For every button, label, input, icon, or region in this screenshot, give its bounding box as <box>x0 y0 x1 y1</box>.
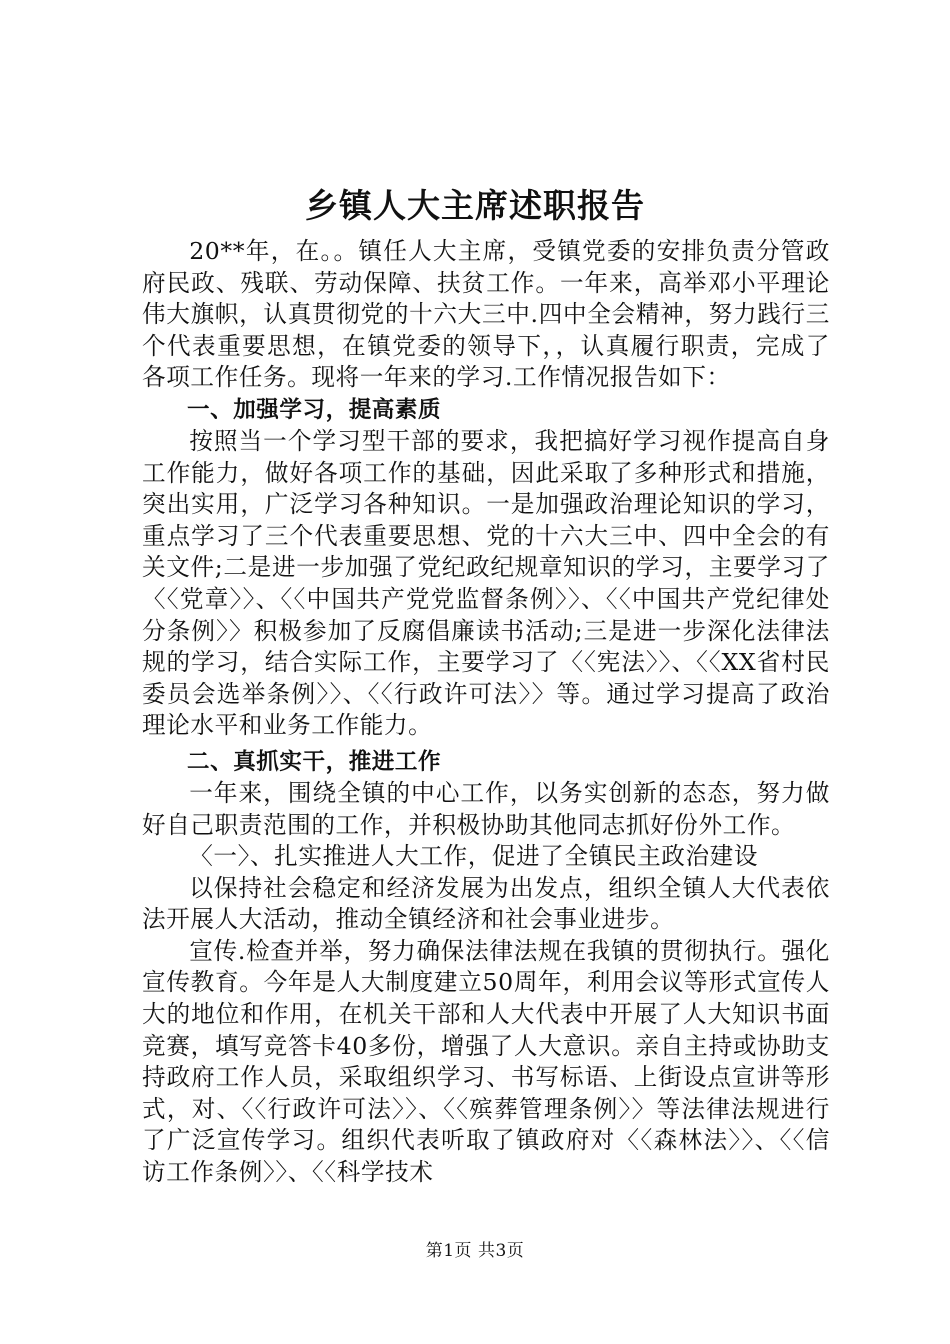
paragraph-publicity: 宣传.检查并举，努力确保法律法规在我镇的贯彻执行。强化宣传教育。今年是人大制度建立50周年，利用会议等形式宣传人大的地位和作用，在机关干部和人大代表中开展了人大知识书面竞赛，填写竞答卡40多份，增强了人大意识。亲自主持或协助支持政府工作人员，采取组织学习、书写标语、上街设点宣讲等形式，对、〈〈行政许可法〉〉、〈〈殡葬管理条例〉〉等法律法规进行了广泛宣传学习。组织代表听取了镇政府对〈〈森林法〉〉、〈〈信访工作条例〉〉、〈〈科学技术 <box>142 936 830 1187</box>
paragraph-study: 按照当一个学习型干部的要求，我把搞好学习视作提高自身工作能力，做好各项工作的基础，因此采取了多种形式和措施，突出实用，广泛学习各种知识。一是加强政治理论知识的学习，重点学习了三个代表重要思想、党的十六大三中、四中全会的有关文件;二是进一步加强了党纪政纪规章知识的学习，主要学习了〈〈党章〉〉、〈〈中国共产党党监督条例〉〉、〈〈中国共产党纪律处分条例〉〉积极参加了反腐倡廉读书活动;三是进一步深化法律法规的学习，结合实际工作，主要学习了〈〈宪法〉〉、〈〈XX省村民委员会选举条例〉〉、〈〈行政许可法〉〉等。通过学习提高了政治理论水平和业务工作能力。 <box>142 426 830 740</box>
document-body <box>142 236 830 1189</box>
subsection-heading-1: 〈一〉、扎实推进人大工作，促进了全镇民主政治建设 <box>189 842 759 871</box>
paragraph-stability: 以保持社会稳定和经济发展为出发点，组织全镇人大代表依法开展人大活动，推动全镇经济和社会事业进步。 <box>142 873 830 934</box>
paragraph-intro: 20**年，在。。镇任人大主席，受镇党委的安排负责分管政府民政、残联、劳动保障、扶贫工作。一年来，高举邓小平理论伟大旗帜，认真贯彻党的十六大三中.四中全会精神，努力践行三个代表重要思想，在镇党委的领导下，，认真履行职责，完成了各项工作任务。现将一年来的学习.工作情况报告如下： <box>142 237 830 392</box>
section-heading-2: 二、真抓实干，推进工作 <box>187 748 442 775</box>
page-footer: 第1页 共3页 <box>425 1241 525 1261</box>
document-title: 乡镇人大主席述职报告 <box>305 186 645 225</box>
paragraph-work-overview: 一年来，围绕全镇的中心工作，以务实创新的态态，努力做好自己职责范围的工作，并积极协助其他同志抓好份外工作。 <box>142 778 830 839</box>
section-heading-1: 一、加强学习，提高素质 <box>187 396 442 423</box>
